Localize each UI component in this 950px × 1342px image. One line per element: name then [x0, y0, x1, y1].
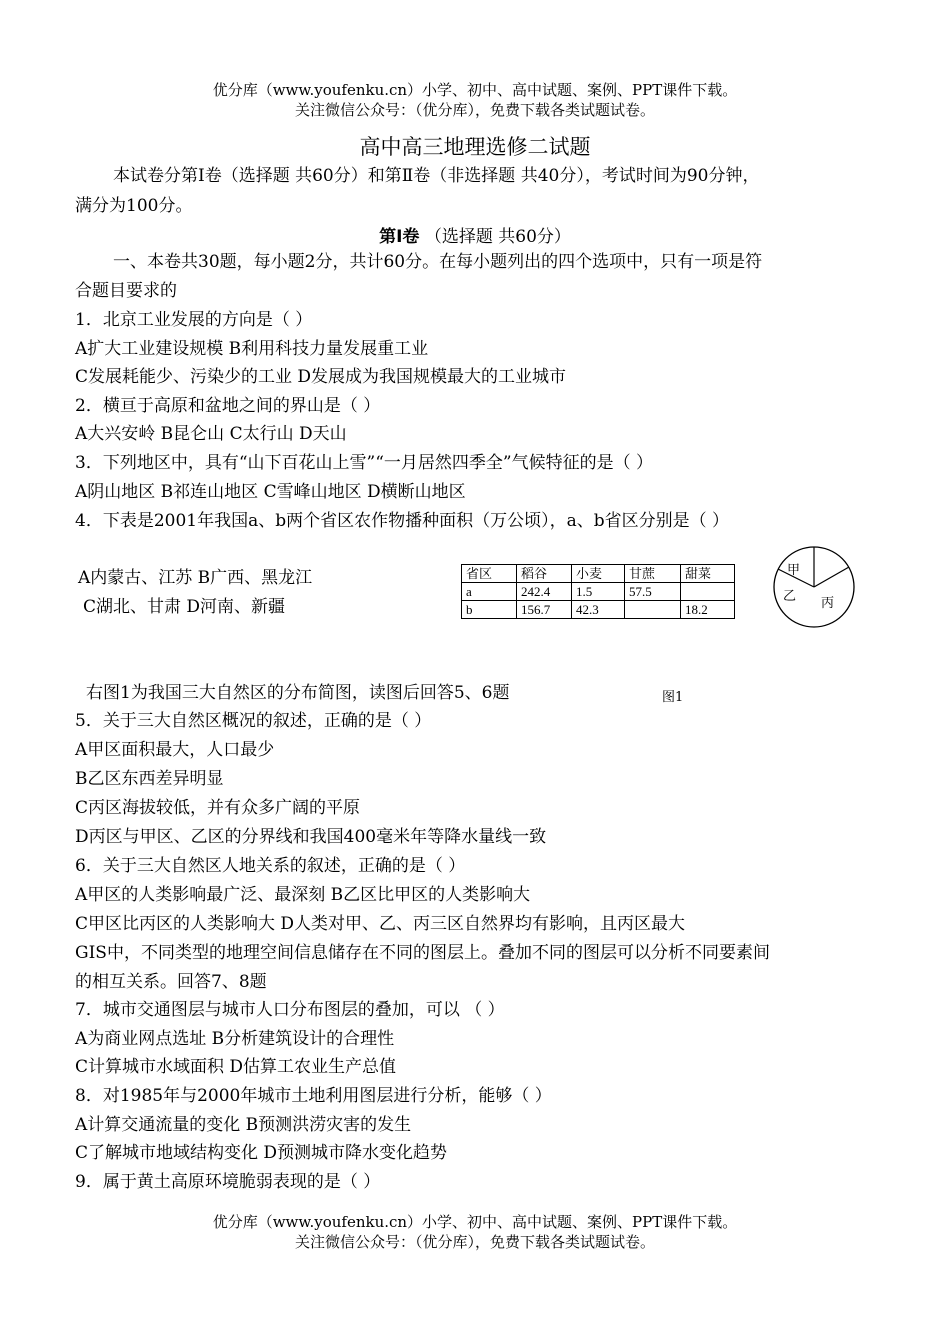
- header-line-2: 关注微信公众号：（优分库），免费下载各类试题试卷。: [294, 101, 655, 119]
- q1-options-2: C发展耗能少、污染少的工业 D发展成为我国规模最大的工业城市: [75, 367, 567, 387]
- q8-options-2: C了解城市地域结构变化 D预测城市降水变化趋势: [75, 1143, 448, 1163]
- q1-options-1: A扩大工业建设规模 B利用科技力量发展重工业: [75, 339, 429, 359]
- instruction-line-2: 合题目要求的: [75, 281, 177, 301]
- footer-line-1: 优分库（www.youfenku.cn）小学、初中、高中试题、案例、PPT课件下载。: [212, 1213, 738, 1231]
- q6-stem: 6．关于三大自然区人地关系的叙述，正确的是（ ）: [75, 856, 466, 876]
- table-cell: [681, 583, 735, 601]
- figure-caption: 图1: [662, 690, 684, 705]
- intro-line-2: 满分为100分。: [75, 196, 193, 216]
- q9-stem: 9．属于黄土高原环境脆弱表现的是（ ）: [75, 1172, 381, 1192]
- header-line-1: 优分库（www.youfenku.cn）小学、初中、高中试题、案例、PPT课件下载。: [212, 81, 738, 99]
- q2-stem: 2．横亘于高原和盆地之间的界山是（ ）: [75, 396, 381, 416]
- footer-line-2: 关注微信公众号：（优分库），免费下载各类试题试卷。: [294, 1233, 655, 1251]
- table-header-cell: 甘蔗: [625, 565, 681, 583]
- table-cell: b: [462, 601, 517, 619]
- intro-line-1: 本试卷分第Ⅰ卷（选择题 共60分）和第Ⅱ卷（非选择题 共40分），考试时间为90分钟，: [113, 166, 760, 186]
- q7-options-2: C计算城市水域面积 D估算工农业生产总值: [75, 1057, 397, 1077]
- q4-options-1: A内蒙古、江苏 B广西、黑龙江: [78, 568, 313, 588]
- section-label: 第Ⅰ卷: [379, 227, 420, 247]
- table-header-row: [462, 565, 735, 583]
- table-cell: 18.2: [681, 601, 735, 619]
- table-cell: [625, 601, 681, 619]
- q8-stem: 8．对1985年与2000年城市土地利用图层进行分析，能够（ ）: [75, 1086, 552, 1106]
- q5-option-c: C丙区海拔较低，并有众多广阔的平原: [75, 798, 361, 818]
- table-header-cell: 省区: [462, 565, 517, 583]
- table-header-cell: 稻谷: [517, 565, 572, 583]
- table-cell: a: [462, 583, 517, 601]
- crop-area-table: [461, 564, 735, 619]
- table-header-cell: 小麦: [572, 565, 625, 583]
- section-note: （选择题 共60分）: [424, 227, 571, 247]
- q5-option-a: A甲区面积最大，人口最少: [75, 740, 275, 760]
- section-heading: [0, 222, 950, 247]
- figure-intro: 右图1为我国三大自然区的分布简图，读图后回答5、6题: [86, 683, 510, 703]
- table-row: [462, 583, 735, 601]
- table-cell: 242.4: [517, 583, 572, 601]
- q4-stem: 4．下表是2001年我国a、b两个省区农作物播种面积（万公顷），a、b省区分别是（ ）: [75, 511, 730, 531]
- instruction-line-1: 一、本卷共30题，每小题2分，共计60分。在每小题列出的四个选项中，只有一项是符: [113, 252, 763, 272]
- table-cell: 156.7: [517, 601, 572, 619]
- gis-passage-line-1: GIS中，不同类型的地理空间信息储存在不同的图层上。叠加不同的图层可以分析不同要素间: [75, 943, 770, 963]
- table-row: [462, 601, 735, 619]
- table-header-cell: 甜菜: [681, 565, 735, 583]
- q3-stem: 3．下列地区中，具有“山下百花山上雪”“一月居然四季全”气候特征的是（ ）: [75, 453, 653, 473]
- region-label-jia: 甲: [787, 563, 801, 578]
- region-label-yi: 乙: [783, 589, 797, 604]
- table-cell: 42.3: [572, 601, 625, 619]
- region-label-bing: 丙: [821, 596, 835, 611]
- q5-stem: 5．关于三大自然区概况的叙述，正确的是（ ）: [75, 711, 432, 731]
- q7-options-1: A为商业网点选址 B分析建筑设计的合理性: [75, 1029, 395, 1049]
- q5-option-d: D丙区与甲区、乙区的分界线和我国400毫米年等降水量线一致: [75, 827, 547, 847]
- q3-options: A阴山地区 B祁连山地区 C雪峰山地区 D横断山地区: [75, 482, 466, 502]
- table-cell: 1.5: [572, 583, 625, 601]
- q1-stem: 1．北京工业发展的方向是（ ）: [75, 310, 313, 330]
- q7-stem: 7．城市交通图层与城市人口分布图层的叠加，可以 （ ）: [75, 1000, 505, 1020]
- q2-options: A大兴安岭 B昆仑山 C太行山 D天山: [75, 424, 347, 444]
- gis-passage-line-2: 的相互关系。回答7、8题: [75, 972, 267, 992]
- q5-option-b: B乙区东西差异明显: [75, 769, 224, 789]
- region-boundary: [814, 567, 849, 587]
- q8-options-1: A计算交通流量的变化 B预测洪涝灾害的发生: [75, 1115, 412, 1135]
- q6-options-1: A甲区的人类影响最广泛、最深刻 B乙区比甲区的人类影响大: [75, 885, 531, 905]
- page-title: 高中高三地理选修二试题: [359, 135, 591, 159]
- q6-options-2: C甲区比丙区的人类影响大 D人类对甲、乙、丙三区自然界均有影响，且丙区最大: [75, 914, 686, 934]
- natural-regions-figure: [771, 544, 857, 630]
- table-cell: 57.5: [625, 583, 681, 601]
- q4-options-2: C湖北、甘肃 D河南、新疆: [83, 597, 286, 617]
